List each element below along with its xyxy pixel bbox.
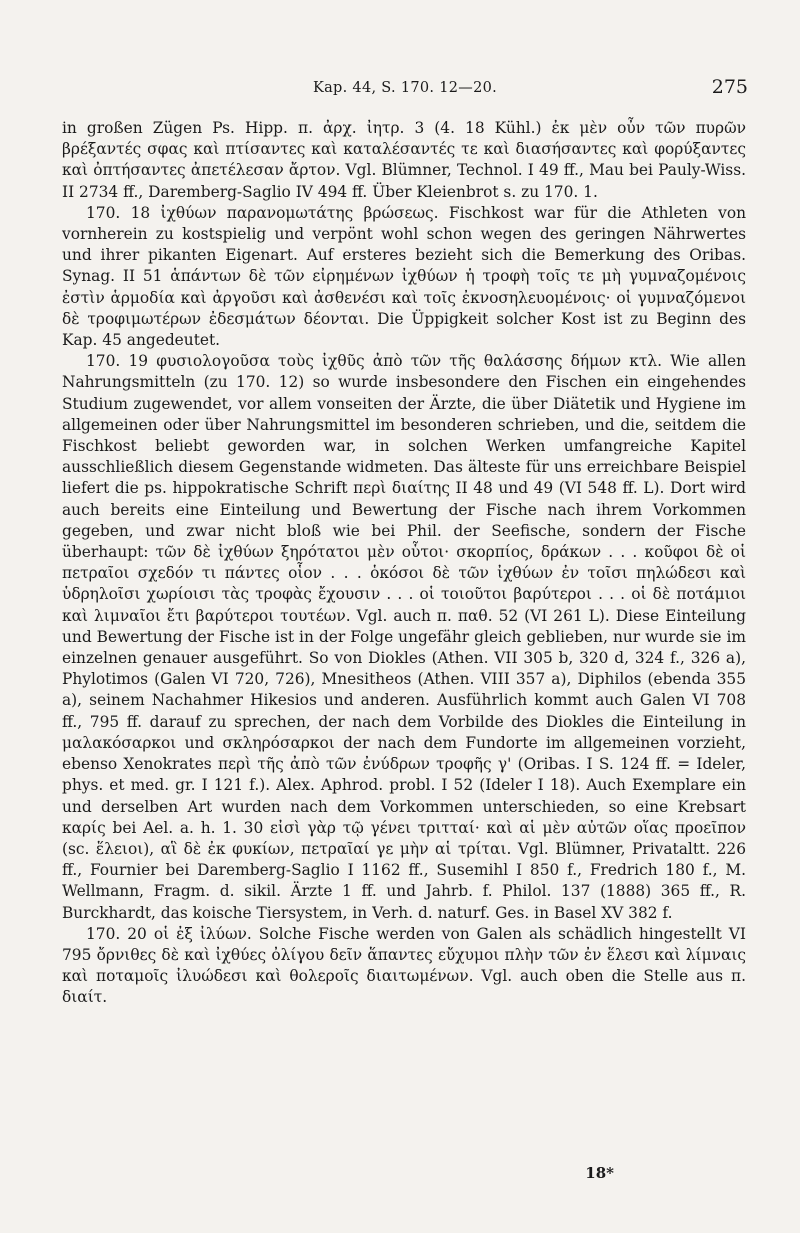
paragraph-note-170-18: 170. 18 ἰχθύων παρανομωτάτης βρώσεως. Fischkost war für die Athleten von vornherein zu kostspielig und verpönt wohl schon wegen des geringen Nährwertes und ihrer pikanten Eigenart. Auf ersteres bezieht sich die Bemerkung des Oribas. Synag. II 51 ἁπάντων δὲ τῶν εἰρημένων ἰχθύων ἡ τροφὴ τοῖς τε μὴ γυμναζομένοις ἐστὶν ἁρμοδία καὶ ἀργοῦσι καὶ ἀσθενέσι καὶ τοῖς ἐκνοσηλευομένοις· οἱ γυμναζόμενοι δὲ τροφιμωτέρων ἐδεσμάτων δέονται. Die Üppigkeit solcher Kost ist zu Beginn des Kap. 45 angedeutet. [62,203,746,350]
paragraph-note-170-20: 170. 20 οἱ ἐξ ἰλύων. Solche Fische werden von Galen als schädlich hingestellt VI 795 ὄρνιθες δὲ καὶ ἰχθύες ὀλίγου δεῖν ἅπαντες εὔχυμοι πλὴν τῶν ἐν ἕλεσι καὶ λίμναις καὶ ποταμοῖς ἰλυώδεσι καὶ θολεροῖς διαιτωμένων. Vgl. auch oben die Stelle aus π. διαίτ. [62,924,746,1007]
paragraph-continuation: in großen Zügen Ps. Hipp. π. ἀρχ. ἰητρ. 3 (4. 18 Kühl.) ἐκ μὲν οὖν τῶν πυρῶν βρέξαντές σφας καὶ πτίσαντες καὶ καταλέσαντές τε καὶ διασήσαντες καὶ φορύξαντες καὶ ὀπτήσαντες ἀπετέλεσαν ἄρτον. Vgl. Blümner, Technol. I 49 ff., Mau bei Pauly-Wiss. II 2734 ff., Daremberg-Saglio IV 494 ff. Über Kleienbrot s. zu 170. 1. [62,119,746,201]
running-head: Kap. 44, S. 170. 12—20. [312,80,498,96]
page-number: 275 [711,76,748,98]
commentary-body [62,118,746,1009]
page-header [62,76,748,104]
signature-mark: 18* [585,1164,614,1182]
paragraph-note-170-19: 170. 19 φυσιολογοῦσα τοὺς ἰχθῦς ἀπὸ τῶν τῆς θαλάσσης δήμων κτλ. Wie allen Nahrungsmitteln (zu 170. 12) so wurde insbesondere den Fischen ein eingehendes Studium zugewendet, vor allem vonseiten der Ärzte, die über Diätetik und Hygiene im allgemeinen oder über Nahrungsmittel im besonderen schrieben, und die, seitdem die Fischkost beliebt geworden war, in solchen Werken umfangreiche Kapitel ausschließlich diesem Gegenstande widmeten. Das älteste für uns erreichbare Beispiel liefert die ps. hippokratische Schrift περὶ διαίτης II 48 und 49 (VI 548 ff. L). Dort wird auch bereits eine Einteilung und Bewertung der Fische nach ihrem Vorkommen gegeben, und zwar nicht bloß wie bei Phil. der Seefische, sondern der Fische überhaupt: τῶν δὲ ἰχθύων ξηρότατοι μὲν οὗτοι· σκορπίος, δράκων . . . κοῦφοι δὲ οἱ πετραῖοι σχεδόν τι πάντες οἷον . . . ὁκόσοι δὲ τῶν ἰχθύων ἐν τοῖσι πηλώδεσι καὶ ὑδρηλοῖσι χωρίοισι τὰς τροφὰς ἔχουσιν . . . οἱ τοιοῦτοι βαρύτεροι . . . οἱ δὲ ποτάμιοι καὶ λιμναῖοι ἔτι βαρύτεροι τουτέων. Vgl. auch π. παθ. 52 (VI 261 L). Diese Einteilung und Bewertung der Fische ist in der Folge ungefähr gleich geblieben, nur wurde sie im einzelnen genauer ausgeführt. So von Diokles (Athen. VII 305 b, 320 d, 324 f., 326 a), Phylotimos (Galen VI 720, 726), Mnesitheos (Athen. VIII 357 a), Diphilos (ebenda 355 a), seinem Nachahmer Hikesios und anderen. Ausführlich kommt auch Galen VI 708 ff., 795 ff. darauf zu sprechen, der nach dem Vorbilde des Diokles die Einteilung in μαλακόσαρκοι und σκληρόσαρκοι der nach dem Fundorte im allgemeinen vorzieht, ebenso Xenokrates περὶ τῆς ἀπὸ τῶν ἐνύδρων τροφῆς γ' (Oribas. I S. 124 ff. = Ideler, phys. et med. gr. I 121 f.). Alex. Aphrod. probl. I 52 (Ideler I 18). Auch Exemplare ein und derselben Art wurden nach dem Vorkommen unterschieden, so eine Krebsart καρίς bei Ael. a. h. 1. 30 εἰσὶ γὰρ τῷ γένει τριτταί· καὶ αἱ μὲν αὐτῶν οἵας προεῖπον (sc. ἕλειοι), αἳ δὲ ἐκ φυκίων, πετραῖαί γε μὴν αἱ τρίται. Vgl. Blümner, Privataltt. 226 ff., Fournier bei Daremberg-Saglio I 1162 ff., Susemihl I 850 f., Fredrich 180 f., M. Wellmann, Fragm. d. sikil. Ärzte 1 ff. und Jahrb. f. Philol. 137 (1888) 365 ff., R. Burckhardt, das koische Tiersystem, in Verh. d. naturf. Ges. in Basel XV 382 f. [62,352,746,922]
